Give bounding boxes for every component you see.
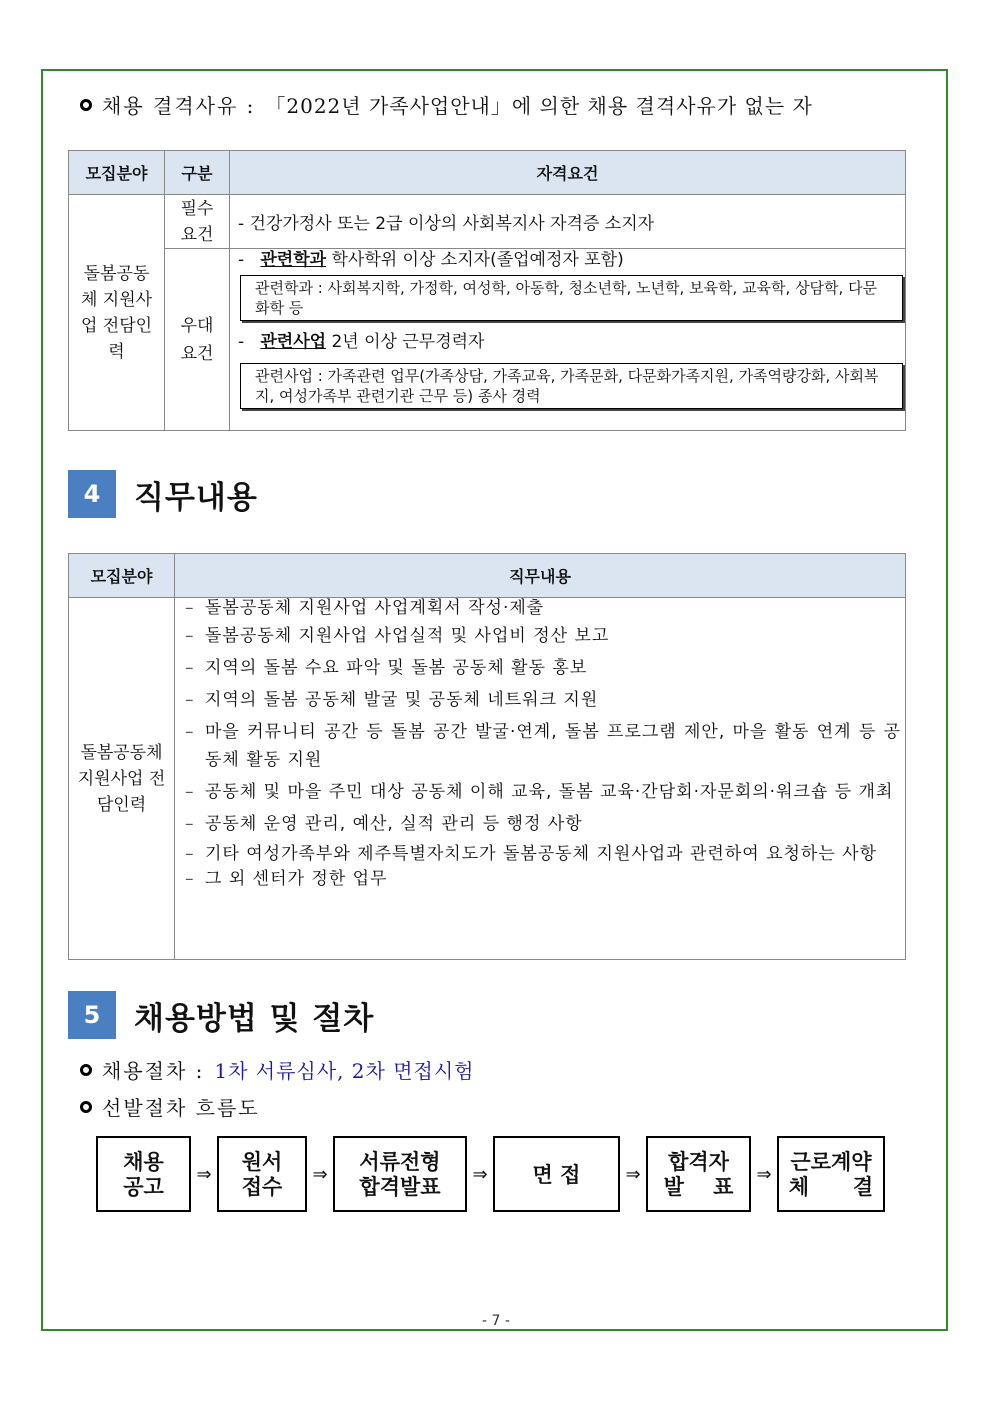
- section-4-title: 직무내용: [134, 479, 258, 516]
- header-type: 구분: [165, 151, 230, 195]
- flow-arrow-icon: ⇒: [756, 1163, 772, 1185]
- qualification-table: [68, 150, 906, 431]
- section-5-title: 채용방법 및 절차: [134, 1000, 375, 1037]
- preferred-label: 우대 요건: [165, 249, 230, 431]
- flow-step-line: 면 접: [532, 1161, 581, 1187]
- page-number: - 7 -: [482, 1313, 510, 1329]
- duty-item: – 돌봄공동체 지원사업 사업실적 및 사업비 정산 보고: [183, 622, 901, 650]
- section-4-number: 4: [68, 470, 116, 518]
- duty-item: – 공동체 및 마을 주민 대상 공동체 이해 교육, 돌봄 교육·간담회·자문회의·워크숍 등 개최: [183, 778, 901, 806]
- duty-header-field: 모집분야: [69, 554, 175, 598]
- preferred-item-1-bold: 관련학과: [260, 250, 327, 270]
- required-text: - 건강가정사 또는 2급 이상의 사회복지사 자격증 소지자: [230, 195, 906, 249]
- disqualification-text: 「2022년 가족사업안내」에 의한 채용 결격사유가 없는 자: [265, 94, 813, 118]
- flow-step-line: 공고: [123, 1174, 164, 1199]
- duty-item: – 지역의 돌봄 공동체 발굴 및 공동체 네트워크 지원: [183, 686, 901, 714]
- duty-item: – 마을 커뮤니티 공간 등 돌봄 공간 발굴·연계, 돌봄 프로그램 제안, 마을 활동 연계 등 공동체 활동 지원: [183, 718, 901, 774]
- bullet-circle-icon: [80, 1064, 92, 1076]
- flow-title-line: [80, 1092, 260, 1121]
- preferred-item-1: - 관련학과 학사학위 이상 소지자(졸업예정자 포함): [238, 250, 624, 270]
- preferred-item-2-text: 2년 이상 근무경력자: [331, 332, 485, 352]
- duty-item: – 기타 여성가족부와 제주특별자치도가 돌봄공동체 지원사업과 관련하여 요청하는 사항: [183, 840, 901, 868]
- duty-table: [68, 553, 906, 960]
- flow-step-line: 합격발표: [359, 1174, 441, 1199]
- disqualification-line: [80, 90, 813, 119]
- flow-step-application: [217, 1136, 307, 1212]
- header-qualification: 자격요건: [230, 151, 906, 195]
- flow-step-line: 원서: [241, 1149, 283, 1174]
- flow-step-result: [646, 1136, 751, 1212]
- flow-arrow-icon: ⇒: [472, 1163, 488, 1185]
- duty-header-content: 직무내용: [175, 554, 906, 598]
- flow-arrow-icon: ⇒: [196, 1163, 212, 1185]
- flow-step-line: 합격자: [668, 1149, 729, 1174]
- procedure-value: 1차 서류심사, 2차 면접시험: [214, 1059, 475, 1083]
- flow-step-line: 근로계약: [790, 1149, 872, 1174]
- duty-list: [175, 598, 905, 890]
- procedure-label: 채용절차 :: [102, 1059, 205, 1083]
- flow-title: 선발절차 흐름도: [102, 1096, 260, 1120]
- selection-flowchart: [96, 1136, 885, 1212]
- preferred-item-2-bold: 관련사업: [260, 332, 327, 352]
- flow-step-line: 접수: [241, 1174, 283, 1199]
- field-cell: 돌봄공동체 지원사업 전담인력: [69, 195, 165, 431]
- flow-step-line: 체 결: [788, 1174, 874, 1199]
- flow-step-line: 서류전형: [359, 1149, 441, 1174]
- flow-arrow-icon: ⇒: [312, 1163, 328, 1185]
- disqualification-label: 채용 결격사유 :: [102, 94, 256, 118]
- duty-list-cell: [175, 598, 906, 960]
- preferred-item-1-text: 학사학위 이상 소지자(졸업예정자 포함): [331, 250, 624, 270]
- related-work-box: 관련사업 : 가족관련 업무(가족상담, 가족교육, 가족문화, 다문화가족지원, 가족역량강화, 사회복지, 여성가족부 관련기관 근무 등) 종사 경력: [240, 363, 903, 409]
- section-4-heading: [68, 470, 258, 518]
- flow-arrow-icon: ⇒: [625, 1163, 641, 1185]
- flow-step-interview: [493, 1136, 620, 1212]
- bullet-circle-icon: [80, 99, 92, 111]
- duty-field-cell: 돌봄공동체 지원사업 전담인력: [69, 598, 175, 960]
- flow-step-notice: [96, 1136, 191, 1212]
- section-5-heading: [68, 991, 374, 1039]
- section-5-number: 5: [68, 991, 116, 1039]
- flow-step-line: 발 표: [663, 1174, 734, 1199]
- procedure-line: [80, 1055, 474, 1084]
- duty-item: – 지역의 돌봄 수요 파악 및 돌봄 공동체 활동 홍보: [183, 654, 901, 682]
- duty-item: – 그 외 센터가 정한 업무: [183, 868, 901, 890]
- header-field: 모집분야: [69, 151, 165, 195]
- preferred-item-2: - 관련사업 2년 이상 근무경력자: [238, 332, 485, 352]
- duty-item: – 돌봄공동체 지원사업 사업계획서 작성·제출: [183, 598, 901, 618]
- flow-step-document-screening: [333, 1136, 467, 1212]
- bullet-circle-icon: [80, 1101, 92, 1113]
- flow-step-line: 채용: [123, 1149, 164, 1174]
- related-major-box: 관련학과 : 사회복지학, 가정학, 여성학, 아동학, 청소년학, 노년학, 보육학, 교육학, 상담학, 다문화학 등: [240, 275, 903, 321]
- required-label: 필수 요건: [165, 195, 230, 249]
- flow-step-contract: [777, 1136, 885, 1212]
- preferred-cell: [230, 249, 906, 431]
- duty-item: – 공동체 운영 관리, 예산, 실적 관리 등 행정 사항: [183, 810, 901, 838]
